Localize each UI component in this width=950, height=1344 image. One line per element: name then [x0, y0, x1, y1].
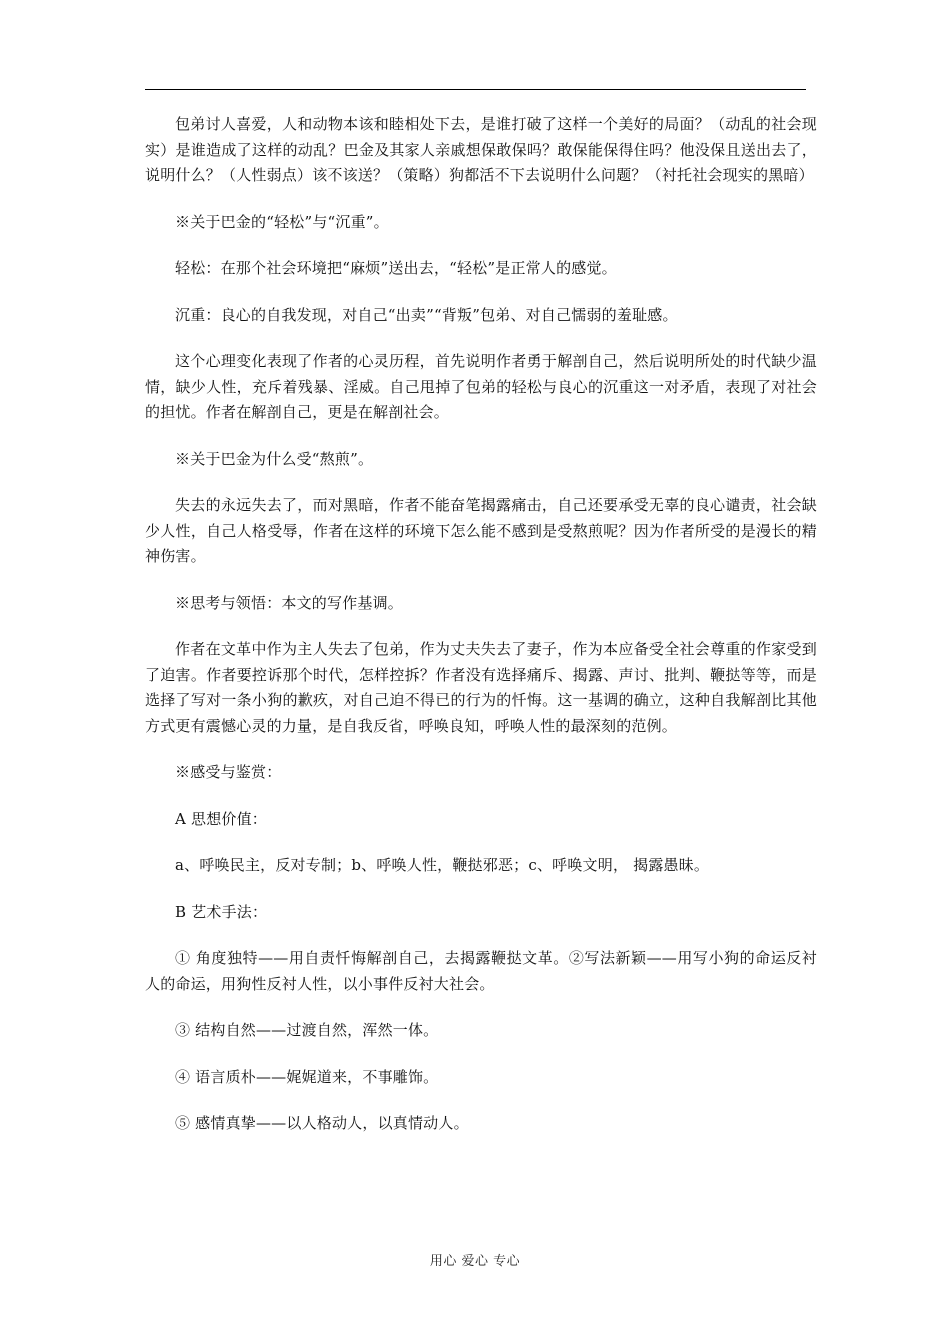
paragraph-intro: 包弟讨人喜爱，人和动物本该和睦相处下去，是谁打破了这样一个美好的局面？（动乱的社会现实）是谁造成了这样的动乱？巴金及其家人亲戚想保敢保吗？敢保能保得住吗？他没保且送出去了，说明什么？（人性弱点）该不该送？（策略）狗都活不下去说明什么问题？（衬托社会现实的黑暗）: [145, 115, 817, 184]
paragraph-heading-tone: ※思考与领悟：本文的写作基调。: [175, 593, 404, 612]
paragraph-technique-3: ③ 结构自然——过渡自然，浑然一体。: [175, 1021, 439, 1039]
paragraph-ideology: a、呼唤民主，反对专制；b、呼唤人性，鞭挞邪恶；c、呼唤文明， 揭露愚昧。: [175, 856, 710, 874]
header-rule: [145, 89, 806, 90]
paragraph-technique-1-2: ① 角度独特——用自责忏悔解剖自己，去揭露鞭挞文革。②写法新颖——用写小狗的命运反衬人的命运，用狗性反衬人性，以小事件反衬大社会。: [145, 949, 817, 993]
paragraph-tone: 作者在文革中作为主人失去了包弟，作为丈夫失去了妻子，作为本应备受全社会尊重的作家受到了迫害。作者要控诉那个时代，怎样控拆？作者没有选择痛斥、揭露、声讨、批判、鞭挞等等，而是选择了写对一条小狗的歉疚，对自己迫不得已的行为的忏悔。这一基调的确立，这种自我解剖比其他方式更有震憾心灵的力量，是自我反省，呼唤良知，呼唤人性的最深刻的范例。: [145, 640, 817, 735]
paragraph-relaxed: 轻松：在那个社会环境把“麻烦”送出去，“轻松”是正常人的感觉。: [175, 259, 617, 277]
document-body: [145, 112, 817, 1137]
paragraph-heading-relaxed-heavy: ※关于巴金的“轻松”与“沉重”。: [175, 212, 389, 231]
paragraph-heading-technique: B 艺术手法：: [175, 902, 268, 921]
page-footer: 用心 爱心 专心: [429, 1254, 521, 1269]
paragraph-heading-ideology: A 思想价值：: [175, 809, 268, 828]
paragraph-technique-4: ④ 语言质朴——娓娓道来，不事雕饰。: [175, 1067, 439, 1086]
paragraph-suffering: 失去的永远失去了，而对黑暗，作者不能奋笔揭露痛击，自己还要承受无辜的良心谴责，社会缺少人性，自己人格受辱，作者在这样的环境下怎么能不感到是受熬煎呢？因为作者所受的是漫长的精神伤害。: [145, 496, 817, 565]
paragraph-heading-suffering: ※关于巴金为什么受“熬煎”。: [175, 449, 374, 468]
paragraph-psychology: 这个心理变化表现了作者的心灵历程，首先说明作者勇于解剖自己，然后说明所处的时代缺少温情，缺少人性，充斥着残暴、淫威。自己甩掉了包弟的轻松与良心的沉重这一对矛盾，表现了对社会的担忧。作者在解剖自己，更是在解剖社会。: [145, 352, 817, 421]
paragraph-heavy: 沉重：良心的自我发现，对自己“出卖”“背叛”包弟、对自己懦弱的羞耻感。: [175, 305, 678, 324]
paragraph-heading-appreciation: ※感受与鉴赏：: [175, 763, 282, 781]
paragraph-technique-5: ⑤ 感情真挚——以人格动人，以真情动人。: [175, 1114, 469, 1132]
